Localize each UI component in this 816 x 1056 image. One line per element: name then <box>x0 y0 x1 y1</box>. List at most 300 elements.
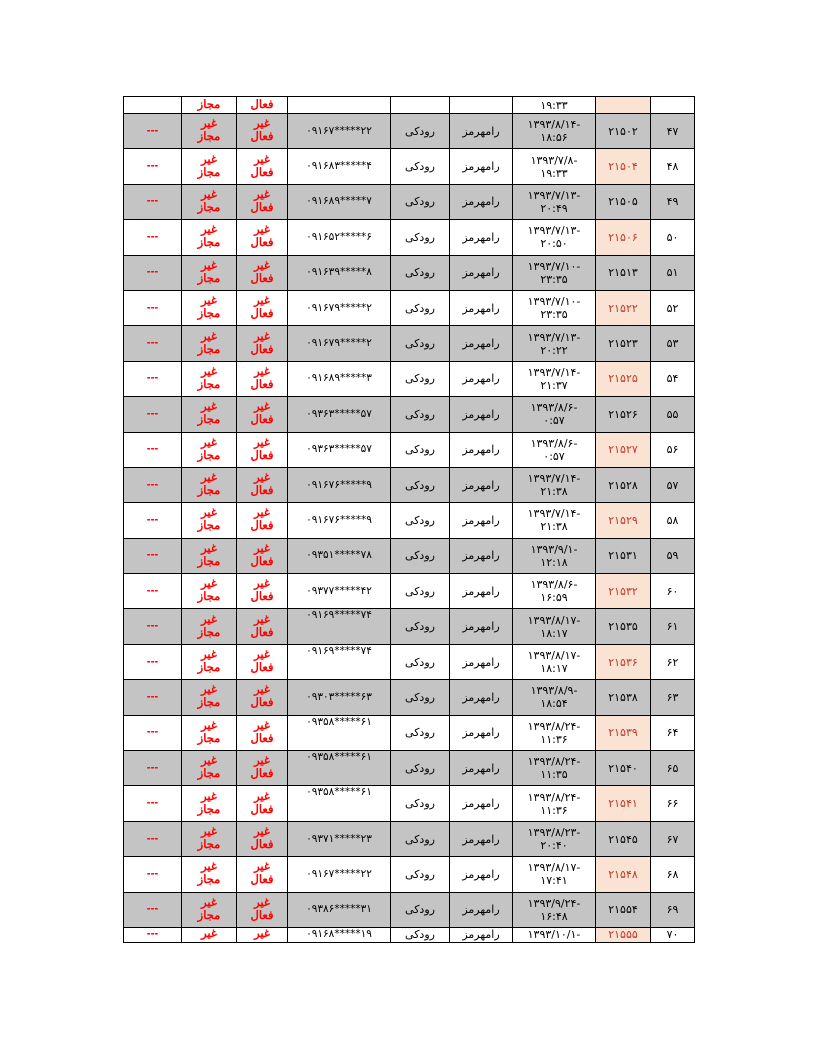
status-line2: فعال <box>250 272 274 285</box>
dash-text: --- <box>146 160 159 173</box>
permit-cell <box>182 786 237 821</box>
datetime-line2: ۱۸:۵۶ <box>540 131 568 145</box>
id-text: ۲۱۵۳۸ <box>608 690 638 704</box>
city-cell <box>450 467 513 502</box>
id-text: ۲۱۵۲۸ <box>608 478 638 492</box>
permit-line2: مجاز <box>197 201 221 214</box>
city-cell <box>450 609 513 644</box>
dash-cell <box>124 821 182 856</box>
permit-cell <box>182 644 237 679</box>
city-text: رامهرمز <box>462 928 500 942</box>
permit-line1: غیر <box>201 401 217 414</box>
datetime-line1: ۱۳۹۳/۸/۱۷- <box>527 861 581 875</box>
row-number-cell <box>651 184 695 219</box>
phone-text: ۰۹۱۶۷*****۲۲ <box>306 124 372 137</box>
table-row <box>124 786 695 821</box>
dash-cell <box>124 927 182 942</box>
status-line1: غیر <box>254 472 270 485</box>
dash-cell <box>124 786 182 821</box>
city-cell <box>450 892 513 927</box>
permit-cell <box>182 255 237 290</box>
permit-line2: مجاز <box>197 485 221 498</box>
district-text: رودکی <box>405 513 435 527</box>
city-text: رامهرمز <box>462 266 500 280</box>
status-line1: غیر <box>254 755 270 768</box>
dash-cell <box>124 857 182 892</box>
permit-line1: غیر <box>201 295 217 308</box>
datetime-line2: ۱۸:۱۷ <box>540 626 568 640</box>
row-number-cell <box>651 503 695 538</box>
status-cell <box>237 644 288 679</box>
datetime-line2: ۱۸:۱۷ <box>540 662 568 676</box>
id-cell <box>596 680 651 715</box>
row-number-cell <box>651 751 695 786</box>
dash-cell <box>124 255 182 290</box>
permit-line2: مجاز <box>197 520 221 533</box>
district-text: رودکی <box>405 372 435 386</box>
datetime-line1: ۱۳۹۳/۷/۱۴- <box>527 472 581 486</box>
status-line2: فعال <box>250 237 274 250</box>
dash-text: --- <box>146 478 159 491</box>
datetime-line2: ۱۱:۳۶ <box>540 732 568 746</box>
table-row <box>124 892 695 927</box>
datetime-line1: ۱۳۹۳/۷/۸- <box>530 153 578 167</box>
dash-text: --- <box>146 620 159 633</box>
datetime-line2: ۲۰:۴۹ <box>540 201 568 215</box>
permit-cell <box>182 715 237 750</box>
status-line1: غیر <box>254 295 270 308</box>
permit-cell <box>182 892 237 927</box>
phone-text: ۰۹۱۶۸*****۱۹ <box>306 928 372 941</box>
phone-cell <box>288 114 391 149</box>
datetime-line1: ۱۳۹۳/۱۰/۱- <box>527 928 581 942</box>
status-line2: فعال <box>250 803 274 816</box>
dash-cell <box>124 326 182 361</box>
status-cell <box>237 290 288 325</box>
datetime-line2: ۰:۵۷ <box>543 414 565 428</box>
city-text: رامهرمز <box>462 797 500 811</box>
dash-cell <box>124 97 182 114</box>
id-text: ۲۱۵۲۹ <box>608 513 638 527</box>
row-number-text: ۷۰ <box>666 928 679 942</box>
dash-cell <box>124 467 182 502</box>
permit-cell <box>182 927 237 942</box>
row-number-cell <box>651 892 695 927</box>
dash-text: --- <box>146 761 159 774</box>
permit-cell <box>182 503 237 538</box>
status-cell <box>237 680 288 715</box>
status-line1: غیر <box>254 259 270 272</box>
datetime-cell <box>513 326 596 361</box>
city-cell <box>450 821 513 856</box>
id-cell <box>596 149 651 184</box>
datetime-line1: ۱۳۹۳/۸/۶- <box>530 401 578 415</box>
id-text: ۲۱۵۰۶ <box>608 230 638 244</box>
city-cell <box>450 149 513 184</box>
dash-cell <box>124 184 182 219</box>
phone-text: ۰۹۱۶۸۹*****۷ <box>306 195 372 208</box>
permit-cell <box>182 857 237 892</box>
district-text: رودکی <box>405 867 435 881</box>
permit-line1: غیر <box>201 224 217 237</box>
dash-cell <box>124 751 182 786</box>
status-line1: غیر <box>254 118 270 131</box>
phone-cell <box>288 538 391 573</box>
id-cell <box>596 255 651 290</box>
table-row <box>124 644 695 679</box>
table-row <box>124 503 695 538</box>
status-line1: غیر <box>254 542 270 555</box>
datetime-cell <box>513 432 596 467</box>
row-number-text: ۵۷ <box>666 478 679 492</box>
datetime-line1: ۱۳۹۳/۷/۱۰- <box>527 295 581 309</box>
status-cell <box>237 892 288 927</box>
phone-cell <box>288 432 391 467</box>
district-cell <box>391 184 450 219</box>
dash-text: --- <box>146 690 159 703</box>
dash-cell <box>124 680 182 715</box>
district-cell <box>391 397 450 432</box>
row-number-cell <box>651 927 695 942</box>
district-cell <box>391 892 450 927</box>
datetime-cell <box>513 857 596 892</box>
dash-text: --- <box>146 301 159 314</box>
permit-cell <box>182 149 237 184</box>
phone-text: ۰۹۱۶۷۶*****۹ <box>306 478 372 491</box>
id-cell <box>596 326 651 361</box>
city-cell <box>450 432 513 467</box>
id-text: ۲۱۵۴۵ <box>608 832 638 846</box>
row-number-text: ۵۰ <box>666 230 679 244</box>
dash-text: --- <box>146 655 159 668</box>
dash-text: --- <box>146 832 159 845</box>
permit-line2: مجاز <box>197 839 221 851</box>
permit-cell <box>182 751 237 786</box>
id-cell <box>596 220 651 255</box>
id-text: ۲۱۵۳۶ <box>608 655 638 669</box>
datetime-cell <box>513 821 596 856</box>
permit-cell <box>182 609 237 644</box>
phone-text: ۰۹۱۶۹*****۷۴ <box>306 644 372 657</box>
city-text: رامهرمز <box>462 124 500 138</box>
district-cell <box>391 326 450 361</box>
city-text: رامهرمز <box>462 407 500 421</box>
id-cell <box>596 361 651 396</box>
permit-cell <box>182 467 237 502</box>
dash-text: --- <box>146 443 159 456</box>
table-row <box>124 857 695 892</box>
datetime-line1: ۱۳۹۳/۸/۲۳- <box>527 826 581 839</box>
row-number-text: ۴۷ <box>666 124 679 138</box>
dash-text: --- <box>146 230 159 243</box>
district-text: رودکی <box>405 655 435 669</box>
permit-line1: غیر <box>201 861 217 874</box>
phone-cell <box>288 149 391 184</box>
phone-cell <box>288 644 391 679</box>
row-number-cell <box>651 97 695 114</box>
district-text: رودکی <box>405 620 435 634</box>
status-line2: فعال <box>250 308 274 321</box>
phone-text: ۰۹۳۷۱*****۲۳ <box>306 832 372 845</box>
id-text: ۲۱۵۰۵ <box>608 195 638 209</box>
permit-line2: مجاز <box>197 662 221 675</box>
row-number-cell <box>651 574 695 609</box>
permit-line2: مجاز <box>197 803 221 816</box>
dash-text: --- <box>146 372 159 385</box>
id-text: ۲۱۵۳۹ <box>608 726 638 740</box>
city-cell <box>450 184 513 219</box>
phone-text: ۰۹۳۶۳*****۵۷ <box>306 443 372 456</box>
status-line2: فعال <box>250 662 274 675</box>
status-line1: غیر <box>254 826 270 838</box>
id-text: ۲۱۵۳۲ <box>608 584 638 598</box>
permit-line2: مجاز <box>197 555 221 568</box>
id-cell <box>596 432 651 467</box>
dash-cell <box>124 220 182 255</box>
row-number-text: ۵۸ <box>666 513 679 527</box>
status-line2: فعال <box>250 166 274 179</box>
permit-cell <box>182 361 237 396</box>
phone-text: ۰۹۳۵۸*****۶۱ <box>306 715 372 728</box>
datetime-cell <box>513 574 596 609</box>
datetime-cell <box>513 397 596 432</box>
district-text: رودکی <box>405 761 435 775</box>
datetime-cell <box>513 609 596 644</box>
table-row <box>124 184 695 219</box>
row-number-text: ۶۱ <box>666 620 679 634</box>
city-text: رامهرمز <box>462 160 500 174</box>
status-line1: غیر <box>254 578 270 591</box>
permit-line1: غیر <box>201 896 217 909</box>
dash-text: --- <box>146 903 159 916</box>
city-cell <box>450 644 513 679</box>
status-cell <box>237 538 288 573</box>
city-text: رامهرمز <box>462 726 500 740</box>
city-text: رامهرمز <box>462 832 500 846</box>
row-number-text: ۵۵ <box>666 407 679 421</box>
datetime-cell <box>513 892 596 927</box>
row-number-text: ۶۷ <box>666 832 679 846</box>
permit-line1: غیر <box>201 649 217 662</box>
status-line2: فعال <box>250 414 274 427</box>
district-cell <box>391 574 450 609</box>
status-cell <box>237 220 288 255</box>
permit-line1: غیر <box>201 188 217 201</box>
datetime-line1: ۱۳۹۳/۹/۱- <box>530 542 578 556</box>
district-cell <box>391 857 450 892</box>
phone-text: ۰۹۱۶۸۳*****۴ <box>306 160 372 173</box>
dash-text: --- <box>146 337 159 350</box>
district-cell <box>391 467 450 502</box>
dash-cell <box>124 432 182 467</box>
district-cell <box>391 644 450 679</box>
phone-text: ۰۹۳۰۳*****۶۳ <box>306 690 372 703</box>
district-text: رودکی <box>405 160 435 174</box>
id-cell <box>596 538 651 573</box>
permit-cell <box>182 326 237 361</box>
datetime-line2: ۱۱:۳۵ <box>540 768 568 782</box>
status-line2: فعال <box>250 485 274 498</box>
datetime-cell <box>513 220 596 255</box>
row-number-cell <box>651 715 695 750</box>
datetime-line1: ۱۳۹۳/۸/۱۴- <box>527 118 581 132</box>
datetime-cell <box>513 786 596 821</box>
dash-text: --- <box>146 124 159 137</box>
district-text: رودکی <box>405 549 435 563</box>
permit-line2: مجاز <box>197 343 221 356</box>
permit-cell <box>182 114 237 149</box>
dash-cell <box>124 609 182 644</box>
city-cell <box>450 751 513 786</box>
status-line1: غیر <box>254 153 270 166</box>
phone-cell <box>288 857 391 892</box>
status-line1: غیر <box>254 896 270 909</box>
id-cell <box>596 715 651 750</box>
permit-line2: مجاز <box>197 697 221 710</box>
status-line2: فعال <box>250 201 274 214</box>
row-number-cell <box>651 220 695 255</box>
phone-cell <box>288 786 391 821</box>
city-text: رامهرمز <box>462 903 500 917</box>
table-row <box>124 361 695 396</box>
phone-cell <box>288 751 391 786</box>
table-row <box>124 255 695 290</box>
permit-line1: غیر <box>201 259 217 272</box>
permit-cell <box>182 397 237 432</box>
status-cell <box>237 751 288 786</box>
status-line2: فعال <box>250 768 274 781</box>
permit-line1: غیر <box>201 365 217 378</box>
id-cell <box>596 751 651 786</box>
status-cell <box>237 786 288 821</box>
datetime-cell <box>513 290 596 325</box>
dash-text: --- <box>146 928 159 941</box>
datetime-line2: ۲۰:۵۰ <box>540 237 568 251</box>
city-cell <box>450 290 513 325</box>
datetime-line2: ۲۰:۴۰ <box>540 839 568 852</box>
id-cell <box>596 857 651 892</box>
district-cell <box>391 290 450 325</box>
permit-line1: غیر <box>201 118 217 131</box>
status-line1: غیر <box>254 928 270 941</box>
datetime-line2: ۲۰:۲۲ <box>540 343 568 357</box>
datetime-line1: ۱۳۹۳/۸/۹- <box>530 684 578 698</box>
id-text: ۲۱۵۲۵ <box>608 372 638 386</box>
status-cell <box>237 927 288 942</box>
city-text: رامهرمز <box>462 549 500 563</box>
row-number-cell <box>651 857 695 892</box>
city-text: رامهرمز <box>462 478 500 492</box>
permit-cell <box>182 184 237 219</box>
district-text: رودکی <box>405 797 435 811</box>
status-cell <box>237 432 288 467</box>
city-cell <box>450 538 513 573</box>
phone-text: ۰۹۱۶۵۲*****۶ <box>306 230 372 243</box>
city-cell <box>450 220 513 255</box>
status-cell <box>237 255 288 290</box>
id-cell <box>596 397 651 432</box>
status-line1: غیر <box>254 790 270 803</box>
id-cell <box>596 574 651 609</box>
permit-line1: غیر <box>201 719 217 732</box>
status-cell <box>237 857 288 892</box>
id-text: ۲۱۵۴۸ <box>608 867 638 881</box>
phone-cell <box>288 927 391 942</box>
phone-text: ۰۹۱۶۷۶*****۹ <box>306 513 372 526</box>
row-number-text: ۵۲ <box>666 301 679 315</box>
row-number-text: ۶۲ <box>666 655 679 669</box>
row-number-cell <box>651 397 695 432</box>
dash-cell <box>124 574 182 609</box>
row-number-text: ۵۹ <box>666 549 679 563</box>
dash-text: --- <box>146 797 159 810</box>
phone-cell <box>288 715 391 750</box>
table-row <box>124 220 695 255</box>
phone-cell <box>288 609 391 644</box>
permit-cell <box>182 574 237 609</box>
city-text: رامهرمز <box>462 230 500 244</box>
datetime-line2: ۱۹:۳۳ <box>540 166 568 180</box>
datetime-line1: ۱۳۹۳/۷/۱۴- <box>527 365 581 379</box>
district-cell <box>391 715 450 750</box>
district-cell <box>391 255 450 290</box>
city-cell <box>450 397 513 432</box>
permit-line1: غیر <box>201 153 217 166</box>
district-text: رودکی <box>405 726 435 740</box>
id-cell <box>596 927 651 942</box>
city-text: رامهرمز <box>462 513 500 527</box>
table-row <box>124 751 695 786</box>
table-row <box>124 680 695 715</box>
id-text: ۲۱۵۲۲ <box>608 301 638 315</box>
permit-line1: غیر <box>201 578 217 591</box>
city-text: رامهرمز <box>462 867 500 881</box>
permit-line1: غیر <box>201 826 217 838</box>
district-text: رودکی <box>405 337 435 351</box>
row-number-cell <box>651 680 695 715</box>
status-line1: غیر <box>254 436 270 449</box>
row-number-cell <box>651 361 695 396</box>
datetime-line1: ۱۳۹۳/۸/۱۷- <box>527 613 581 627</box>
district-cell <box>391 927 450 942</box>
datetime-cell <box>513 114 596 149</box>
city-cell <box>450 361 513 396</box>
status-cell <box>237 397 288 432</box>
phone-cell <box>288 184 391 219</box>
phone-text: ۰۹۳۷۷*****۴۲ <box>306 584 372 597</box>
district-cell <box>391 609 450 644</box>
phone-cell <box>288 220 391 255</box>
row-number-text: ۶۴ <box>666 726 679 740</box>
status-cell <box>237 821 288 856</box>
permit-line1: غیر <box>201 790 217 803</box>
status-line2: فعال <box>250 732 274 745</box>
phone-text: ۰۹۱۶۷۹*****۲ <box>306 301 372 314</box>
permit-line2: مجاز <box>197 909 221 922</box>
datetime-cell <box>513 751 596 786</box>
permit-line1: غیر <box>201 436 217 449</box>
datetime-line1: ۱۳۹۳/۷/۱۳- <box>527 224 581 238</box>
city-cell <box>450 927 513 942</box>
datetime-line2: ۱۲:۱۸ <box>540 555 568 569</box>
district-text: رودکی <box>405 266 435 280</box>
table-row <box>124 149 695 184</box>
district-cell <box>391 220 450 255</box>
id-text: ۲۱۵۲۳ <box>608 337 638 351</box>
row-number-text: ۵۳ <box>666 337 679 351</box>
datetime-line2: ۱۷:۴۱ <box>540 874 568 888</box>
datetime-cell <box>513 255 596 290</box>
